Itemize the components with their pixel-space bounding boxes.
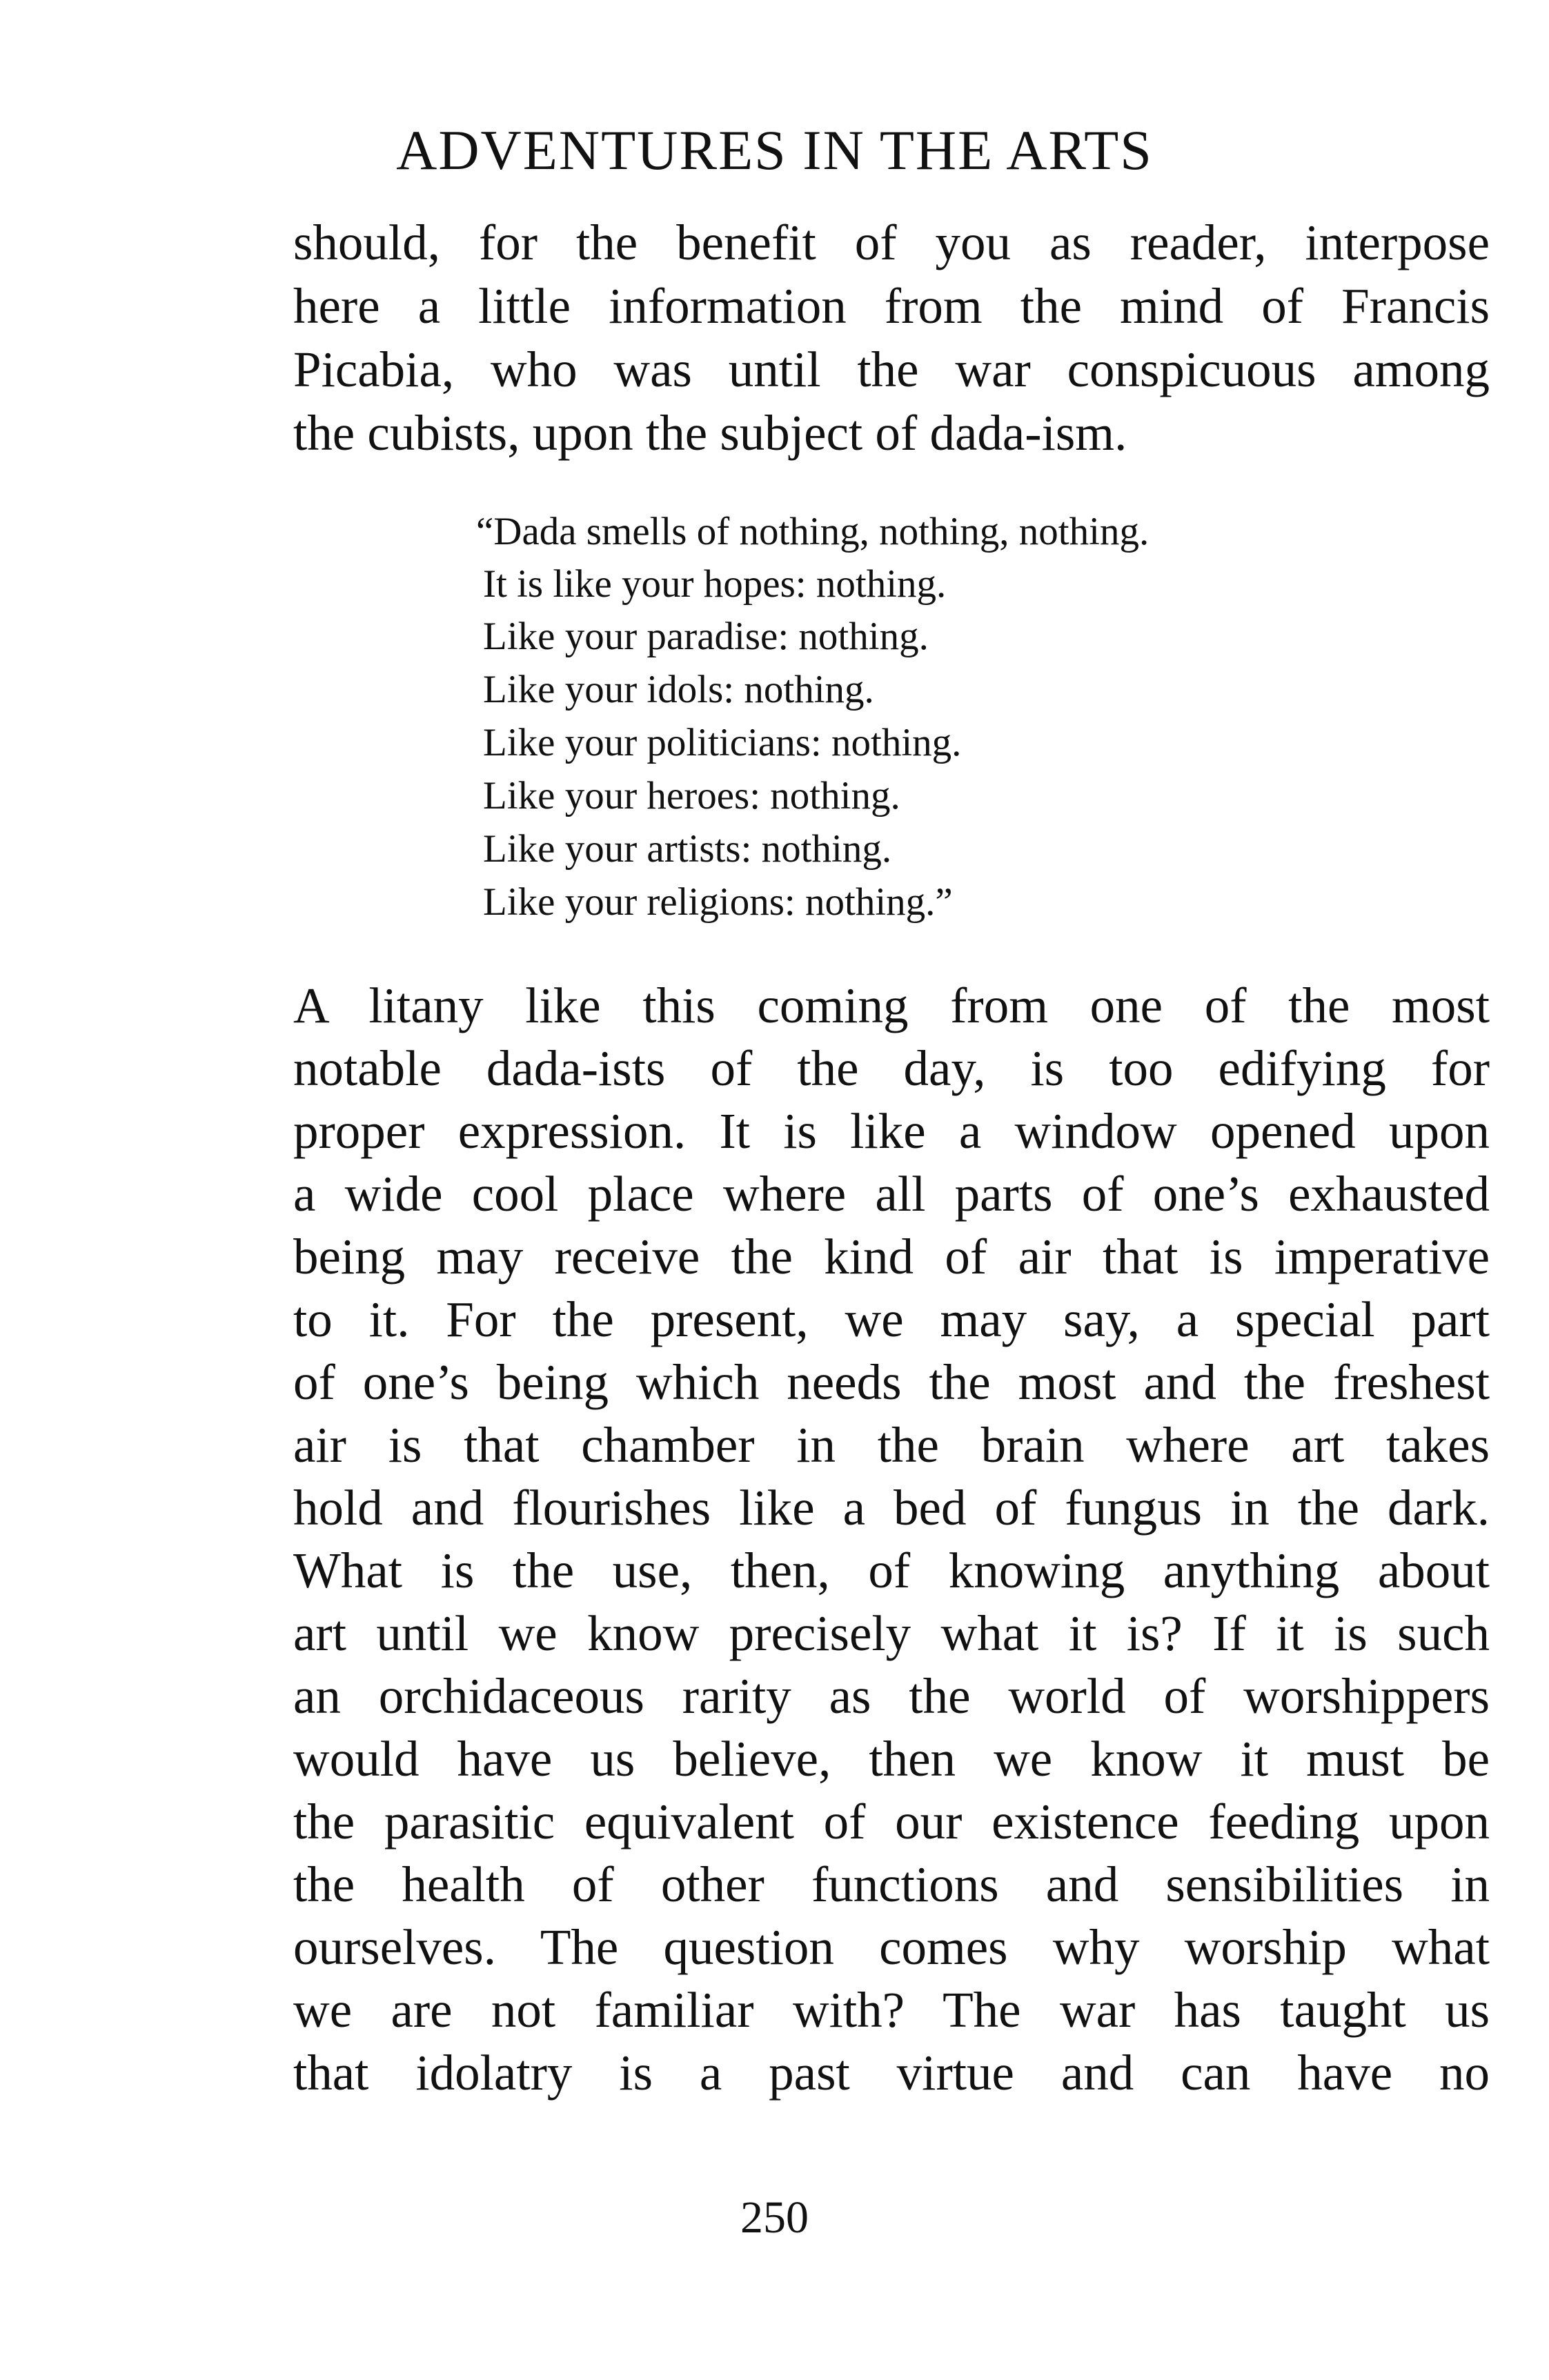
quote-line: Like your politicians: nothing. [483, 721, 962, 764]
paragraph-2-line: of one’s being which needs the most and the freshest [293, 1354, 1490, 1410]
paragraph-2-line: hold and flourishes like a bed of fungus in the dark. [293, 1480, 1490, 1536]
quote-line: Like your religions: nothing.” [483, 880, 953, 924]
quote-line: It is like your hopes: nothing. [483, 562, 947, 606]
paragraph-3-line: an orchidaceous rarity as the world of worshippers [293, 1668, 1490, 1724]
paragraph-3-line: would have us believe, then we know it must be [293, 1731, 1490, 1787]
quote-line: Like your artists: nothing. [483, 827, 892, 871]
quote-line: Like your idols: nothing. [483, 668, 874, 711]
quote-line: Like your paradise: nothing. [483, 615, 929, 658]
paragraph-3-line: the parasitic equivalent of our existence feeding upon [293, 1794, 1490, 1850]
page-number: 250 [740, 2192, 809, 2243]
paragraph-3-line: that idolatry is a past virtue and can have no [293, 2045, 1490, 2101]
running-header: ADVENTURES IN THE ARTS [396, 119, 1153, 181]
paragraph-2-line: proper expression. It is like a window opened upon [293, 1103, 1490, 1159]
paragraph-2-line: being may receive the kind of air that is imperative [293, 1229, 1490, 1285]
paragraph-1-line: the cubists, upon the subject of dada-ism. [293, 405, 1127, 461]
quote-line: Like your heroes: nothing. [483, 774, 900, 817]
paragraph-1-line: should, for the benefit of you as reader, interpose [293, 215, 1490, 270]
quote-line: “Dada smells of nothing, nothing, nothing. [476, 510, 1150, 553]
paragraph-2-line: notable dada-ists of the day, is too edifying for [293, 1040, 1490, 1096]
paragraph-2-line: to it. For the present, we may say, a special part [293, 1291, 1490, 1347]
paragraph-1-line: Picabia, who was until the war conspicuous among [293, 341, 1490, 397]
paragraph-2-line: a wide cool place where all parts of one’s exhausted [293, 1166, 1490, 1222]
paragraph-3-line: we are not familiar with? The war has taught us [293, 1982, 1490, 2038]
paragraph-3-line: the health of other functions and sensibilities in [293, 1856, 1490, 1912]
paragraph-3-line: ourselves. The question comes why worship what [293, 1919, 1490, 1975]
paragraph-1-line: here a little information from the mind of Francis [293, 278, 1490, 334]
paragraph-2-line: A litany like this coming from one of the most [293, 978, 1490, 1033]
paragraph-3-line: What is the use, then, of knowing anything about [293, 1543, 1490, 1598]
paragraph-3-line: art until we know precisely what it is? If it is such [293, 1605, 1490, 1661]
paragraph-2-line: air is that chamber in the brain where art takes [293, 1417, 1490, 1473]
